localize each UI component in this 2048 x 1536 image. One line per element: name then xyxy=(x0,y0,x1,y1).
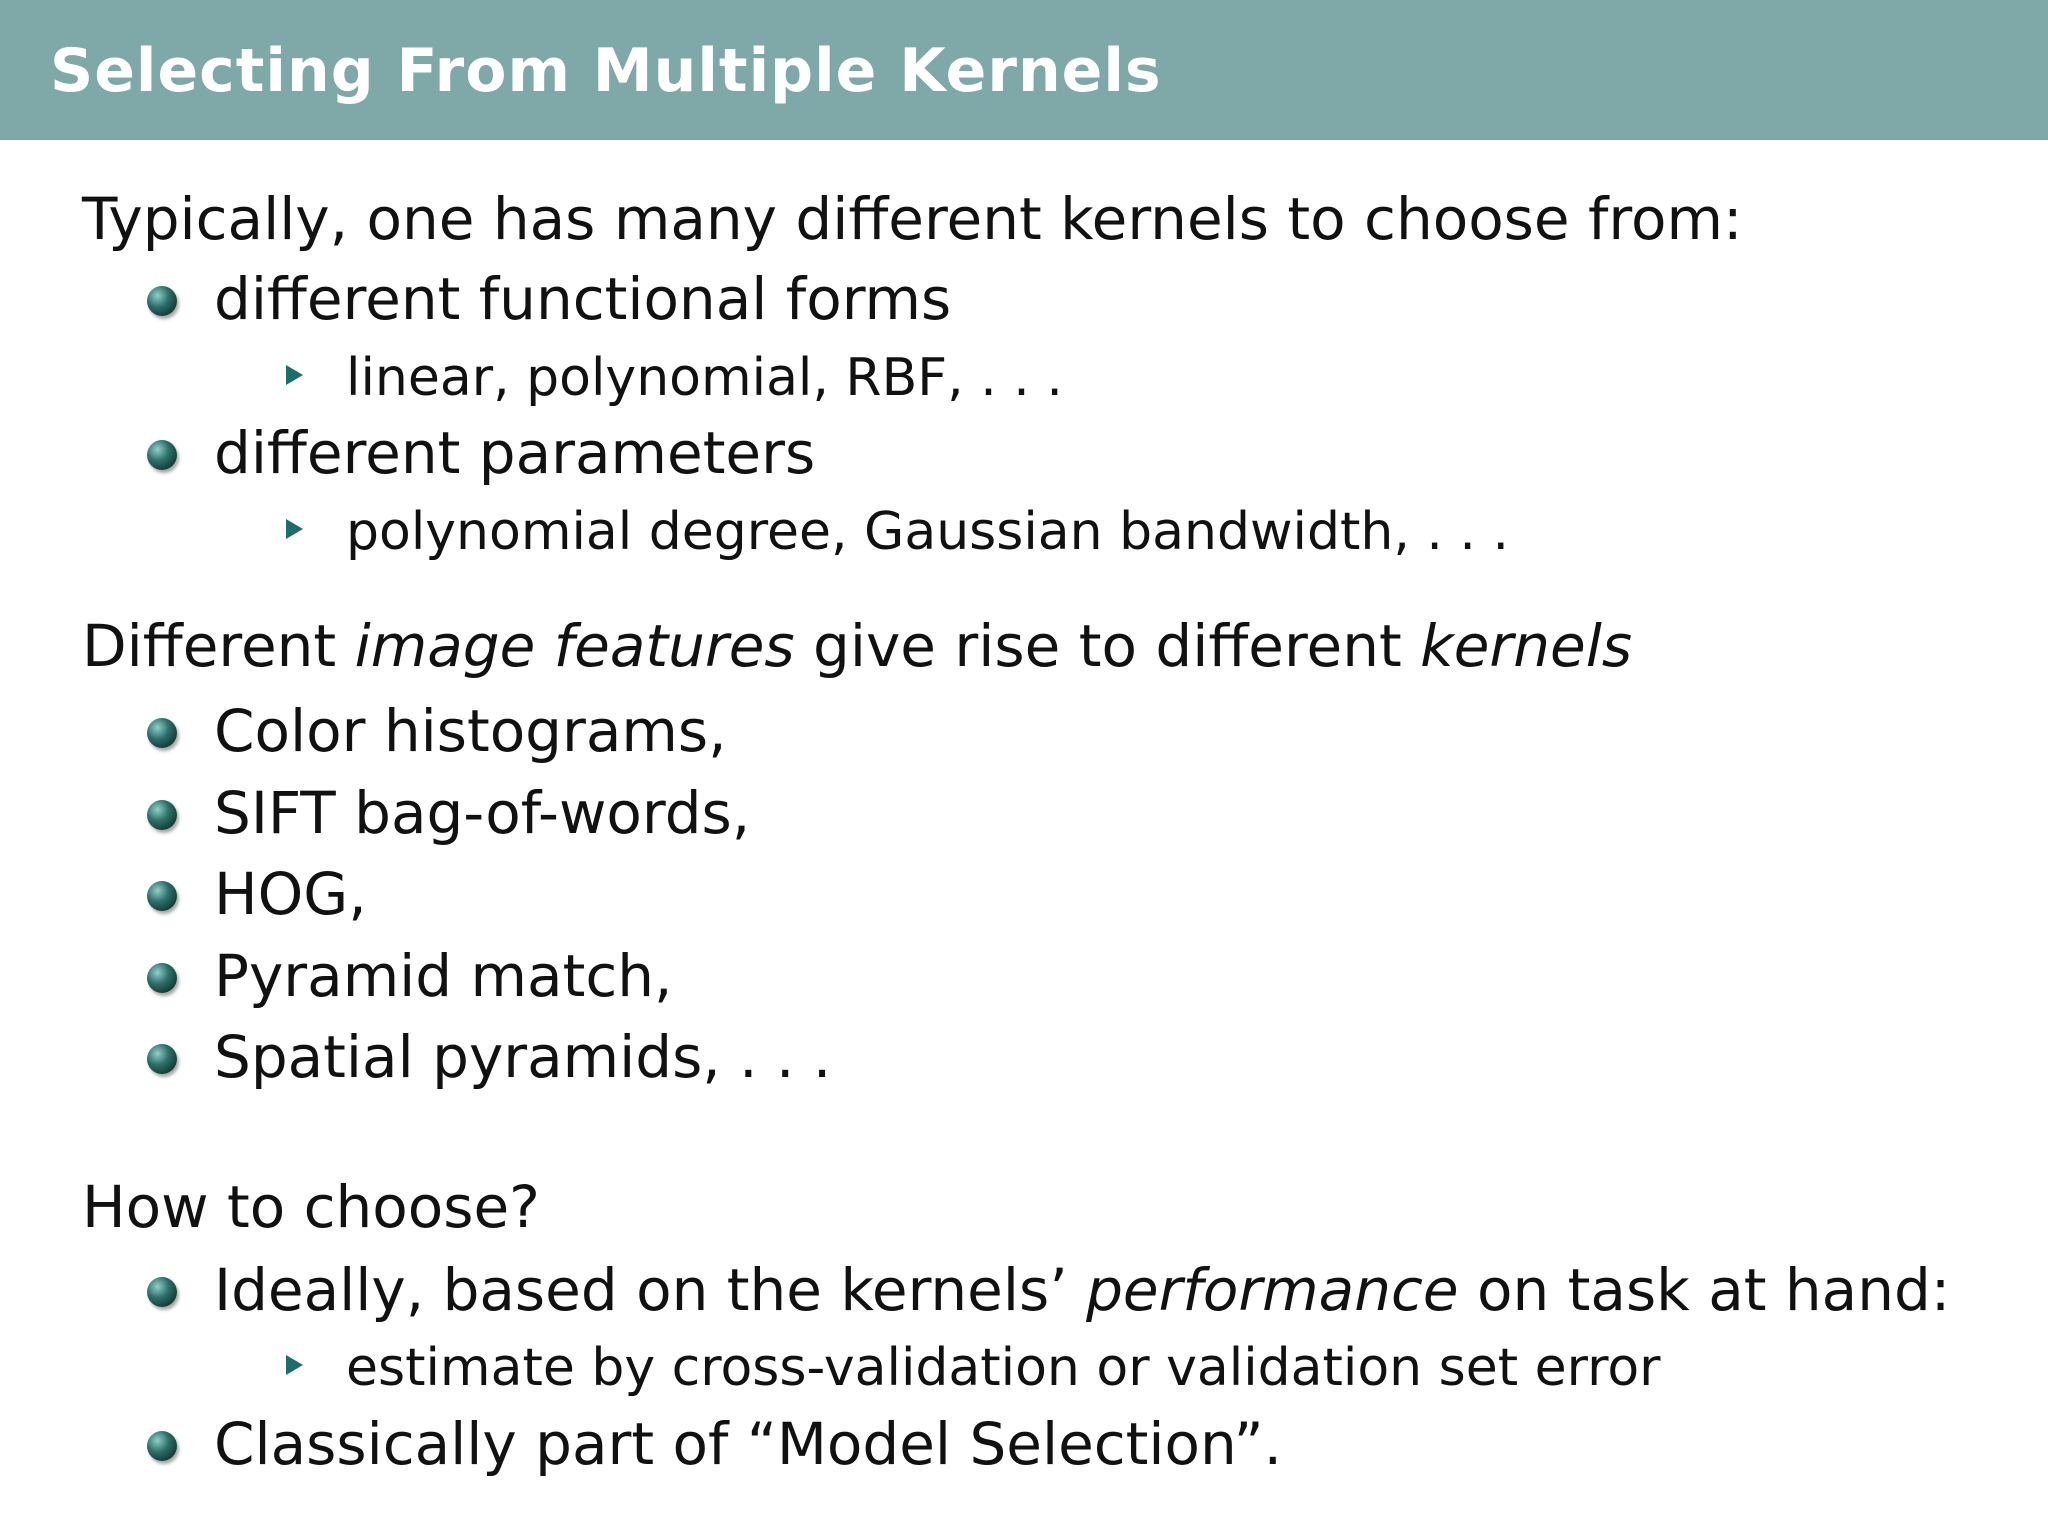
triangle-bullet-icon xyxy=(286,365,303,385)
section2-heading-emphasis-1: image features xyxy=(354,612,795,680)
sphere-bullet-icon xyxy=(147,800,177,830)
sphere-bullet-icon xyxy=(147,1431,177,1461)
section1-subitem-2: polynomial degree, Gaussian bandwidth, . . . xyxy=(346,502,1510,562)
sphere-bullet-icon xyxy=(147,440,177,470)
section2-item-2: SIFT bag-of-words, xyxy=(214,779,751,847)
sphere-bullet-icon xyxy=(147,1044,177,1074)
section1-item-1: different functional forms xyxy=(214,265,952,333)
section2-item-3: HOG, xyxy=(214,860,367,928)
section3-item-1 xyxy=(214,1256,1951,1324)
title-bar xyxy=(0,0,2048,140)
section2-heading-middle: give rise to different xyxy=(794,612,1421,680)
section2-item-5: Spatial pyramids, . . . xyxy=(214,1023,832,1091)
section1-subitem-1: linear, polynomial, RBF, . . . xyxy=(346,348,1063,408)
section1-item-2: different parameters xyxy=(214,419,816,487)
section1-heading: Typically, one has many different kernels to choose from: xyxy=(82,185,1743,253)
section2-heading-emphasis-2: kernels xyxy=(1420,612,1633,680)
section2-heading xyxy=(82,612,1633,680)
section3-item-1-prefix: Ideally, based on the kernels’ xyxy=(214,1256,1087,1324)
sphere-bullet-icon xyxy=(147,1277,177,1307)
triangle-bullet-icon xyxy=(286,1355,303,1375)
sphere-bullet-icon xyxy=(147,963,177,993)
triangle-bullet-icon xyxy=(286,519,303,539)
section2-heading-prefix: Different xyxy=(82,612,355,680)
section3-subitem-1: estimate by cross-validation or validation set error xyxy=(346,1338,1661,1398)
sphere-bullet-icon xyxy=(147,286,177,316)
sphere-bullet-icon xyxy=(147,718,177,748)
sphere-bullet-icon xyxy=(147,881,177,911)
section2-item-4: Pyramid match, xyxy=(214,942,673,1010)
section3-item-1-suffix: on task at hand: xyxy=(1458,1256,1951,1324)
section3-item-1-emphasis: performance xyxy=(1086,1256,1459,1324)
section2-item-1: Color histograms, xyxy=(214,697,727,765)
slide-title: Selecting From Multiple Kernels xyxy=(50,36,1162,106)
section3-heading: How to choose? xyxy=(82,1173,540,1241)
section3-item-2: Classically part of “Model Selection”. xyxy=(214,1410,1283,1478)
